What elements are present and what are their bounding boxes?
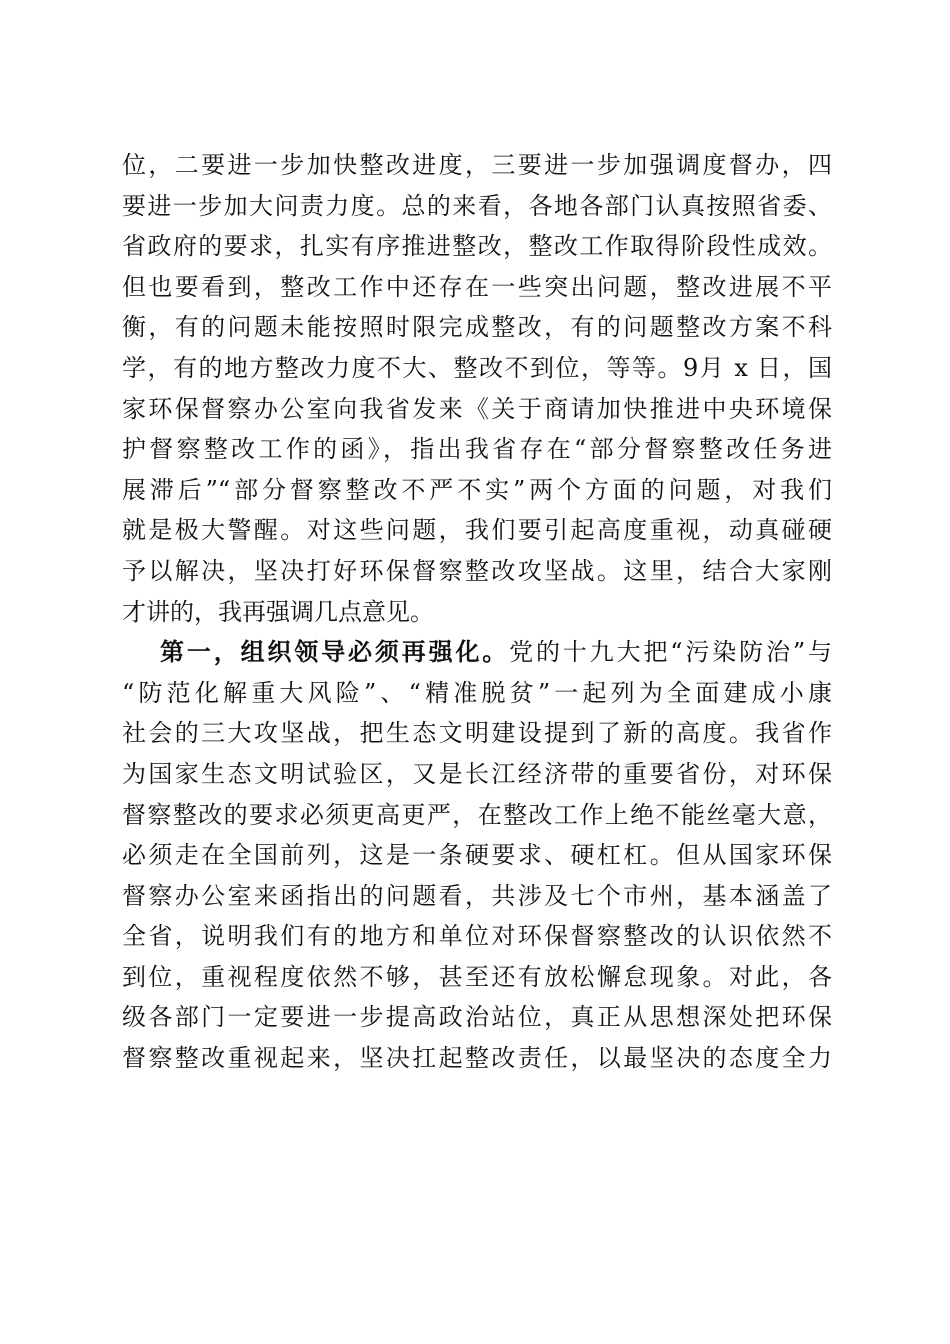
paragraph-2-first-line <box>122 632 832 673</box>
paragraph-1-line: 就是极大警醒。对这些问题，我们要引起高度重视，动真碰硬 <box>122 516 832 545</box>
paragraph-2-line: 督察整改的要求必须更高更严，在整改工作上绝不能丝毫大意， <box>122 800 832 829</box>
paragraph-2-line: 到位，重视程度依然不够，甚至还有放松懈怠现象。对此，各 <box>122 962 832 991</box>
paragraph-2-line: 必须走在全国前列，这是一条硬要求、硬杠杠。但从国家环保 <box>122 841 832 870</box>
paragraph-1-line: 位，二要进一步加快整改进度，三要进一步加强调度督办，四 <box>122 151 832 179</box>
paragraph-1-line: 展滞后”“部分督察整改不严不实”两个方面的问题，对我们 <box>122 475 832 504</box>
paragraph-2-line: 级各部门一定要进一步提高政治站位，真正从思想深处把环保 <box>122 1003 832 1032</box>
section-heading: 第一，组织领导必须再强化。 <box>160 637 510 667</box>
document-body <box>122 145 832 1079</box>
paragraph-2-line: 全省，说明我们有的地方和单位对环保督察整改的认识依然不 <box>122 922 832 951</box>
paragraph-2-line: 为国家生态文明试验区，又是长江经济带的重要省份，对环保 <box>122 759 832 788</box>
paragraph-1-line: 护督察整改工作的函》，指出我省存在“部分督察整改任务进 <box>122 435 832 464</box>
paragraph-1-line: 要进一步加大问责力度。总的来看，各地各部门认真按照省委、 <box>122 191 832 220</box>
paragraph-1-line: 衡，有的问题未能按照时限完成整改，有的问题整改方案不科 <box>122 313 832 342</box>
paragraph-2-line: “防范化解重大风险”、“精准脱贫”一起列为全面建成小康 <box>122 678 832 707</box>
paragraph-2-line: 督察办公室来函指出的问题看，共涉及七个市州，基本涵盖了 <box>122 881 832 910</box>
paragraph-1-line: 学，有的地方整改力度不大、整改不到位，等等。9月 x 日，国 <box>122 353 832 382</box>
paragraph-1-line: 家环保督察办公室向我省发来《关于商请加快推进中央环境保 <box>122 394 832 423</box>
paragraph-1-line: 但也要看到，整改工作中还存在一些突出问题，整改进展不平 <box>122 272 832 301</box>
paragraph-1-line: 予以解决，坚决打好环保督察整改攻坚战。这里，结合大家刚 <box>122 556 832 585</box>
paragraph-2-line: 社会的三大攻坚战，把生态文明建设提到了新的高度。我省作 <box>122 719 832 748</box>
paragraph-1-line: 才讲的，我再强调几点意见。 <box>122 597 434 626</box>
paragraph-2 <box>122 632 832 1079</box>
paragraph-2-first-line-text: 党的十九大把“污染防治”与 <box>509 638 832 667</box>
paragraph-2-line: 督察整改重视起来，坚决扛起整改责任，以最坚决的态度全力 <box>122 1044 832 1073</box>
paragraph-1-line: 省政府的要求，扎实有序推进整改，整改工作取得阶段性成效。 <box>122 232 832 261</box>
paragraph-1 <box>122 145 832 632</box>
